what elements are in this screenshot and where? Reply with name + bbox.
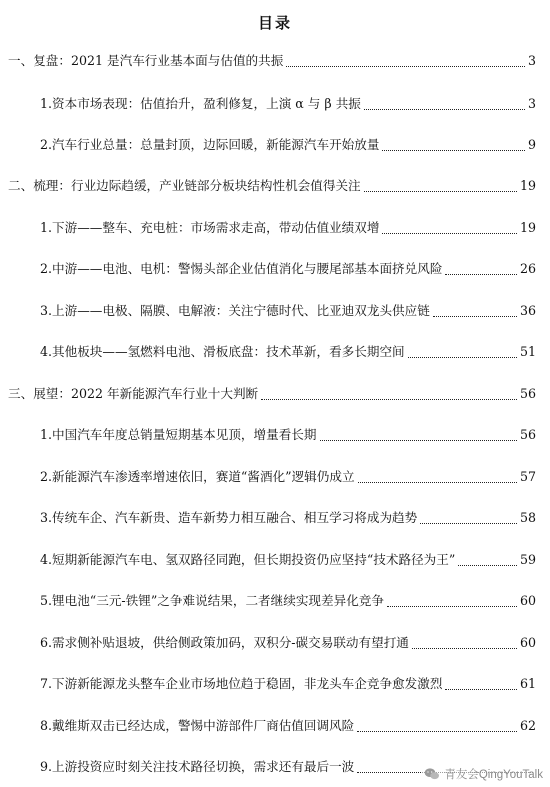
toc-entry-label: 4.短期新能源汽车电、氢双路径同跑，但长期投资仍应坚持“技术路径为王” xyxy=(40,552,456,567)
toc-entry[interactable] xyxy=(40,550,536,570)
dot-leader xyxy=(382,233,517,234)
toc-entry[interactable] xyxy=(40,716,536,736)
toc-entry[interactable] xyxy=(8,384,536,404)
toc-entry[interactable] xyxy=(40,467,536,487)
toc-page-number: 62 xyxy=(519,718,536,733)
dot-leader xyxy=(458,565,517,566)
toc-page-number: 56 xyxy=(519,386,536,401)
toc-page-number: 57 xyxy=(519,469,536,484)
toc-entry-label: 9.上游投资应时刻关注技术路径切换，需求还有最后一波 xyxy=(40,759,355,774)
toc-entry-label: 8.戴维斯双击已经达成，警惕中游部件厂商估值回调风险 xyxy=(40,718,355,733)
toc-entry-label: 三、展望：2022 年新能源汽车行业十大判断 xyxy=(8,386,259,401)
dot-leader xyxy=(420,523,517,524)
toc-entry-label: 4.其他板块——氢燃料电池、滑板底盘：技术革新，看多长期空间 xyxy=(40,344,405,359)
toc-page-number: 9 xyxy=(527,137,536,152)
dot-leader xyxy=(408,357,517,358)
toc-page-number: 59 xyxy=(519,552,536,567)
toc-entry[interactable] xyxy=(40,259,536,279)
toc-entry-label: 1.中国汽车年度总销量短期基本见顶，增量看长期 xyxy=(40,427,317,442)
toc-page-number: 61 xyxy=(519,676,536,691)
dot-leader xyxy=(286,66,525,67)
dot-leader xyxy=(412,648,517,649)
dot-leader xyxy=(364,191,517,192)
toc-entry[interactable] xyxy=(40,342,536,362)
toc-page-number: 3 xyxy=(527,96,536,111)
toc-entry[interactable] xyxy=(40,591,536,611)
toc-entry[interactable] xyxy=(40,301,536,321)
toc-page-number: 58 xyxy=(519,510,536,525)
toc-page-number: 51 xyxy=(519,344,536,359)
toc-entry-label: 2.汽车行业总量：总量封顶，边际回暖，新能源汽车开始放量 xyxy=(40,137,380,152)
dot-leader xyxy=(387,606,517,607)
toc-entry-label: 2.中游——电池、电机：警惕头部企业估值消化与腰尾部基本面挤兑风险 xyxy=(40,261,443,276)
toc-page-number: 26 xyxy=(519,261,536,276)
toc-entry[interactable] xyxy=(40,94,536,114)
toc-page-number: 60 xyxy=(519,593,536,608)
wechat-icon xyxy=(424,767,440,781)
page-title: 目录 xyxy=(257,14,292,32)
toc-entry[interactable] xyxy=(40,218,536,238)
toc-entry[interactable] xyxy=(40,674,536,694)
watermark-text: 青友会QingYouTalk xyxy=(444,769,543,781)
dot-leader xyxy=(261,399,517,400)
toc-entry-label: 6.需求侧补贴退坡，供给侧政策加码，双积分-碳交易联动有望打通 xyxy=(40,635,409,650)
toc-page-number: 19 xyxy=(519,220,536,235)
toc-entry[interactable] xyxy=(8,51,536,71)
toc-page-number: 36 xyxy=(519,303,536,318)
toc-entry-label: 二、梳理：行业边际趋缓，产业链部分板块结构性机会值得关注 xyxy=(8,178,361,193)
toc-entry[interactable] xyxy=(40,633,536,653)
toc-entry-label: 7.下游新能源龙头整车企业市场地位趋于稳固，非龙头车企竞争愈发激烈 xyxy=(40,676,443,691)
toc-entry-label: 一、复盘：2021 是汽车行业基本面与估值的共振 xyxy=(8,53,284,68)
toc-entry-label: 1.下游——整车、充电桩：市场需求走高，带动估值业绩双增 xyxy=(40,220,380,235)
toc-entry-label: 2.新能源汽车渗透率增速依旧，赛道“酱酒化”逻辑仍成立 xyxy=(40,469,355,484)
toc-entry[interactable] xyxy=(40,508,536,528)
toc-entry-label: 3.上游——电极、隔膜、电解液：关注宁德时代、比亚迪双龙头供应链 xyxy=(40,303,430,318)
toc-page-number: 56 xyxy=(519,427,536,442)
toc-entry-label: 3.传统车企、汽车新贵、造车新势力相互融合、相互学习将成为趋势 xyxy=(40,510,418,525)
toc-entry[interactable] xyxy=(40,135,536,155)
toc-page-number: 19 xyxy=(519,178,536,193)
dot-leader xyxy=(382,150,525,151)
toc-entry[interactable] xyxy=(8,176,536,196)
toc-entry-label: 5.锂电池“三元-铁锂”之争难说结果，二者继续实现差异化竞争 xyxy=(40,593,384,608)
dot-leader xyxy=(445,274,517,275)
dot-leader xyxy=(320,440,517,441)
toc-entry-label: 1.资本市场表现：估值抬升，盈利修复，上演 α 与 β 共振 xyxy=(40,96,361,111)
dot-leader xyxy=(445,689,517,690)
watermark xyxy=(421,763,546,785)
dot-leader xyxy=(358,482,517,483)
toc-entry[interactable] xyxy=(40,425,536,445)
dot-leader xyxy=(433,316,517,317)
toc-page-number: 60 xyxy=(519,635,536,650)
dot-leader xyxy=(364,109,525,110)
dot-leader xyxy=(357,731,517,732)
toc-page-number: 3 xyxy=(527,53,536,68)
